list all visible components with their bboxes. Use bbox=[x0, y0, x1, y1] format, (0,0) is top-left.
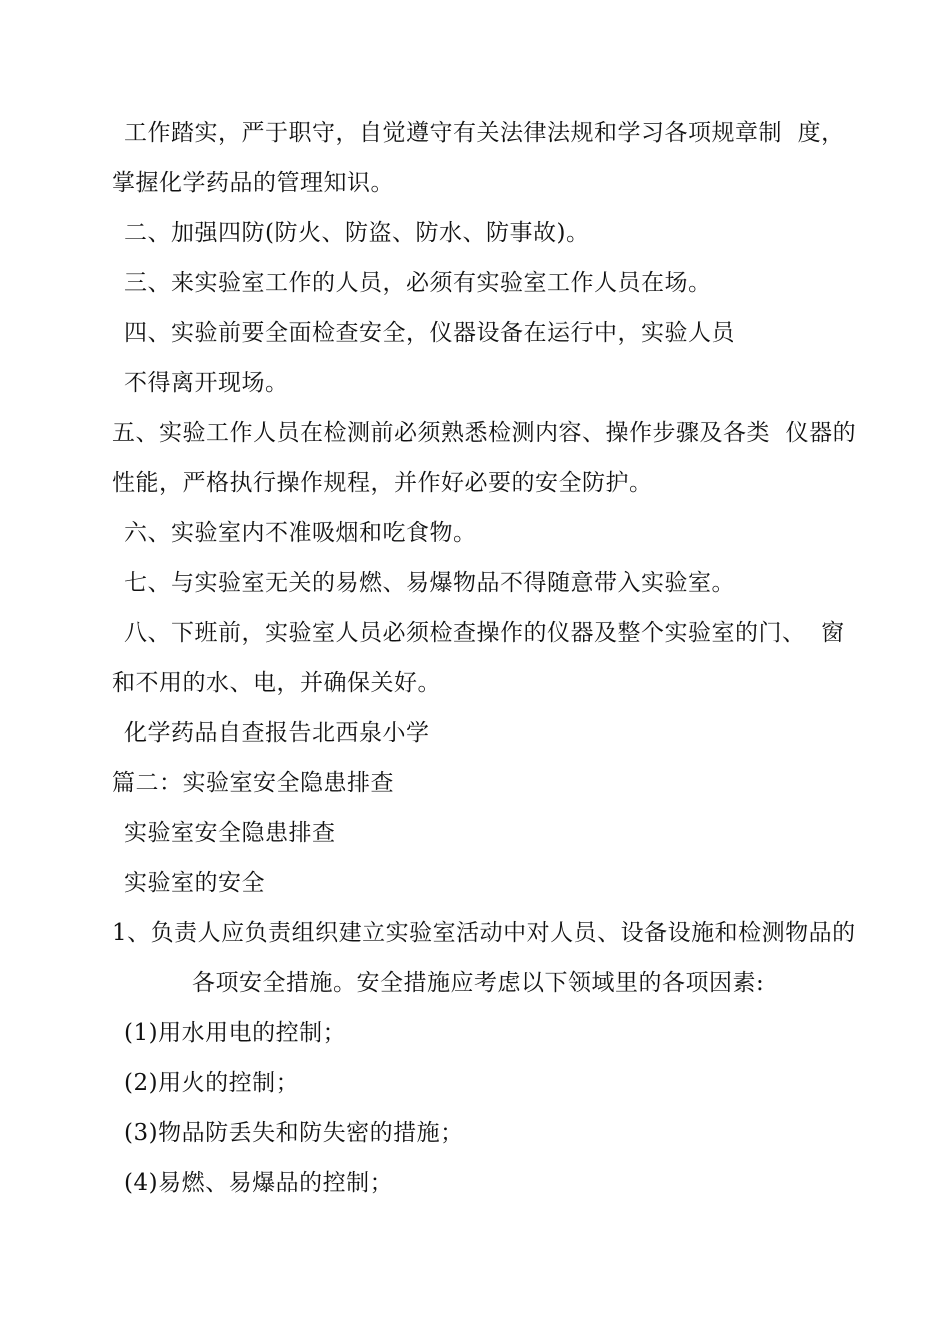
text-line-9: 六、实验室内不准吸烟和吃食物。 bbox=[124, 520, 477, 546]
text-line-16: 实验室的安全 bbox=[124, 870, 265, 896]
list-item-2: (2)用火的控制； bbox=[124, 1070, 300, 1096]
text-line-17: 1、负责人应负责组织建立实验室活动中对人员、设备设施和检测物品的 bbox=[112, 920, 856, 946]
list-item-4: (4)易燃、易爆品的控制； bbox=[124, 1170, 394, 1196]
text-line-3: 二、加强四防(防火、防盗、防水、防事故)。 bbox=[124, 220, 590, 246]
text-line-15: 实验室安全隐患排查 bbox=[124, 820, 336, 846]
text-line-13: 化学药品自查报告北西泉小学 bbox=[124, 720, 430, 746]
text-line-10: 七、与实验室无关的易燃、易爆物品不得随意带入实验室。 bbox=[124, 570, 735, 596]
text-line-8: 性能，严格执行操作规程，并作好必要的安全防护。 bbox=[112, 470, 653, 496]
text-line-5: 四、实验前要全面检查安全，仪器设备在运行中，实验人员 bbox=[124, 320, 735, 346]
text-line-1: 工作踏实，严于职守，自觉遵守有关法律法规和学习各项规章制 度， bbox=[124, 120, 845, 146]
section-heading: 篇二：实验室安全隐患排查 bbox=[112, 770, 394, 796]
text-line-12: 和不用的水、电，并确保关好。 bbox=[112, 670, 441, 696]
text-line-11: 八、下班前，实验室人员必须检查操作的仪器及整个实验室的门、 窗 bbox=[124, 620, 845, 646]
text-line-18: 各项安全措施。安全措施应考虑以下领域里的各项因素: bbox=[192, 970, 765, 996]
text-line-6: 不得离开现场。 bbox=[124, 370, 289, 396]
text-line-2: 掌握化学药品的管理知识。 bbox=[112, 170, 394, 196]
text-line-7: 五、实验工作人员在检测前必须熟悉检测内容、操作步骤及各类 仪器的 bbox=[112, 420, 857, 446]
list-item-1: (1)用水用电的控制； bbox=[124, 1020, 347, 1046]
text-line-4: 三、来实验室工作的人员，必须有实验室工作人员在场。 bbox=[124, 270, 712, 296]
list-item-3: (3)物品防丢失和防失密的措施； bbox=[124, 1120, 464, 1146]
